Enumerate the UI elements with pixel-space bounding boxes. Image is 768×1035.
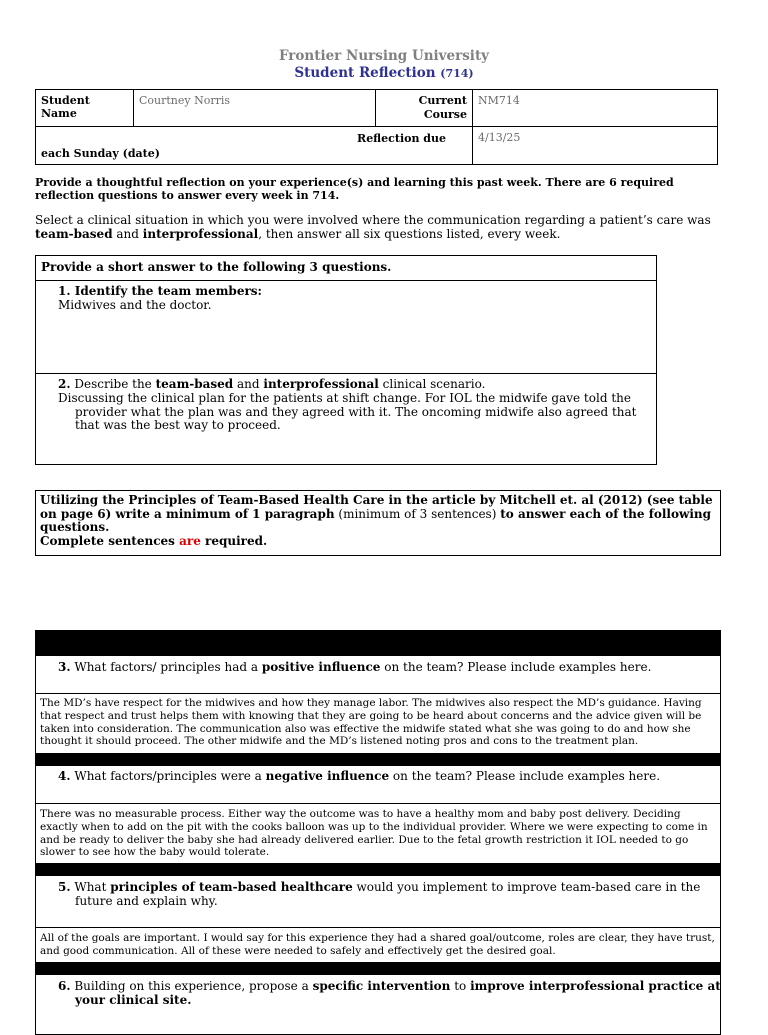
current-course-label	[376, 90, 473, 127]
question-2-bold-team-based: team-based	[155, 377, 234, 391]
complete-sentences-post: required.	[200, 533, 268, 548]
question-2-block	[36, 374, 656, 464]
question-4-number: 4.	[58, 769, 71, 783]
question-2	[58, 378, 485, 392]
student-info-table	[35, 89, 718, 165]
select-bold-team-based: team-based	[35, 227, 113, 241]
select-situation-text	[35, 213, 740, 241]
question-4-pre: What factors/principles were a	[74, 769, 266, 783]
select-bold-interprofessional: interprofessional	[142, 227, 259, 241]
reflection-due-label: Reflection due	[357, 132, 446, 145]
instructions-text: Provide a thoughtful reflection on your experience(s) and learning this past week. There are 6 required reflection questions to answer every week in 714.	[35, 176, 674, 202]
separator-bar	[35, 864, 721, 876]
question-5	[58, 881, 725, 908]
question-1-block	[36, 281, 656, 374]
question-3	[58, 661, 651, 675]
each-sunday-label: each Sunday (date)	[41, 147, 160, 160]
student-name-field[interactable]: Courtney Norris	[134, 90, 376, 127]
question-4-post: on the team? Please include examples here.	[389, 769, 661, 783]
separator-bar	[35, 963, 721, 975]
question-2-number: 2.	[58, 377, 71, 391]
question-1	[58, 285, 262, 299]
select-text-3: , then answer all six questions listed, every week.	[258, 227, 561, 241]
question-3-cell	[35, 656, 721, 694]
principles-line1-end: to answer each of the following questions.	[40, 506, 711, 534]
question-5-number: 5.	[58, 880, 71, 894]
page-title	[0, 65, 768, 81]
question-6-bold-1: specific intervention	[312, 979, 451, 993]
current-course-field[interactable]: NM714	[473, 90, 718, 127]
complete-sentences-line	[40, 535, 716, 549]
question-2-answer-rest: provider what the plan was and they agreed with it. The oncoming midwife also agreed that that was the best way to proceed.	[75, 404, 637, 432]
question-4-answer[interactable]: There was no measurable process. Either way the outcome was to have a healthy mom and baby post delivery. Deciding exactly when to add on the pit with the cooks balloon was up to the individual provider. Where we were expecting to come in and be ready to deliver the baby she had already delivered earlier. Due to the fetal growth restriction it IOL needed to go slower to see how the baby would tolerate.	[35, 804, 721, 864]
question-2-answer[interactable]	[58, 392, 652, 433]
current-course-label-line2: Course	[423, 107, 467, 121]
question-6-cell	[35, 975, 721, 1035]
question-5-post: would you implement to improve team-based care in the future and explain why.	[75, 880, 701, 908]
question-2-mid: and	[233, 377, 264, 391]
question-5-answer[interactable]: All of the goals are important. I would say for this experience they had a shared goal/outcome, roles are clear, they have trust, and good communication. All of these were needed to safely and effectively get the desired goal.	[35, 928, 721, 963]
question-1-number: 1.	[58, 284, 71, 298]
student-name-label: Student Name	[36, 90, 134, 127]
short-answer-header: Provide a short answer to the following 3 questions.	[36, 256, 656, 281]
question-4	[58, 770, 660, 784]
question-6	[58, 980, 725, 1007]
principles-line1: Utilizing the Principles of Team-Based Health Care in the article by Mitchell et. al (2012) (see table on page 6) write a minimum of 1 paragraph	[40, 493, 713, 521]
question-3-number: 3.	[58, 660, 71, 674]
question-2-pre: Describe the	[74, 377, 156, 391]
principles-instructions	[40, 494, 716, 535]
principles-paren: (minimum of 3 sentences)	[334, 506, 501, 521]
university-name: Frontier Nursing University	[278, 48, 490, 64]
table-header-bar	[35, 630, 721, 656]
short-answer-box	[35, 255, 657, 465]
question-1-answer[interactable]: Midwives and the doctor.	[58, 298, 212, 312]
current-course-label-line1: Current	[418, 94, 467, 107]
principles-box	[35, 490, 721, 556]
reflection-due-cell	[36, 127, 473, 165]
question-5-bold: principles of team-based healthcare	[110, 880, 353, 894]
question-5-pre: What	[74, 880, 111, 894]
question-5-cell	[35, 876, 721, 928]
complete-sentences-pre: Complete sentences	[40, 533, 180, 548]
select-text-1: Select a clinical situation in which you were involved where the communication regarding a patient’s care was	[35, 213, 711, 227]
question-2-answer-line1: Discussing the clinical plan for the patients at shift change. For IOL the midwife gave told the	[58, 391, 631, 405]
question-3-bold: positive influence	[261, 660, 381, 674]
question-2-bold-interprofessional: interprofessional	[263, 377, 379, 391]
question-2-post: clinical scenario.	[378, 377, 486, 391]
question-1-text: Identify the team members:	[74, 284, 262, 298]
select-text-2: and	[112, 227, 143, 241]
question-6-bold-2: improve interprofessional practice at your clinical site.	[75, 979, 721, 1007]
question-6-number: 6.	[58, 979, 71, 993]
reflection-due-field[interactable]: 4/13/25	[473, 127, 718, 165]
separator-bar	[35, 754, 721, 766]
course-code: (714)	[440, 67, 474, 80]
question-6-mid: to	[450, 979, 471, 993]
complete-sentences-red: are	[179, 533, 201, 548]
question-6-pre: Building on this experience, propose a	[74, 979, 313, 993]
question-4-cell	[35, 766, 721, 804]
question-3-answer[interactable]: The MD’s have respect for the midwives and how they manage labor. The midwives also respect the MD’s guidance. Having that respect and trust helps them with knowing that they are going to be heard about concerns and the advice given will be taken into consideration. The communication also was effective the midwife stated what she was going to do and how she thought it should proceed. The other midwife and the MD’s listened noting pros and cons to the treatment plan.	[35, 694, 721, 754]
question-4-bold: negative influence	[265, 769, 390, 783]
title-text: Student Reflection	[294, 65, 436, 81]
question-3-post: on the team? Please include examples here.	[380, 660, 652, 674]
question-3-pre: What factors/ principles had a	[74, 660, 262, 674]
